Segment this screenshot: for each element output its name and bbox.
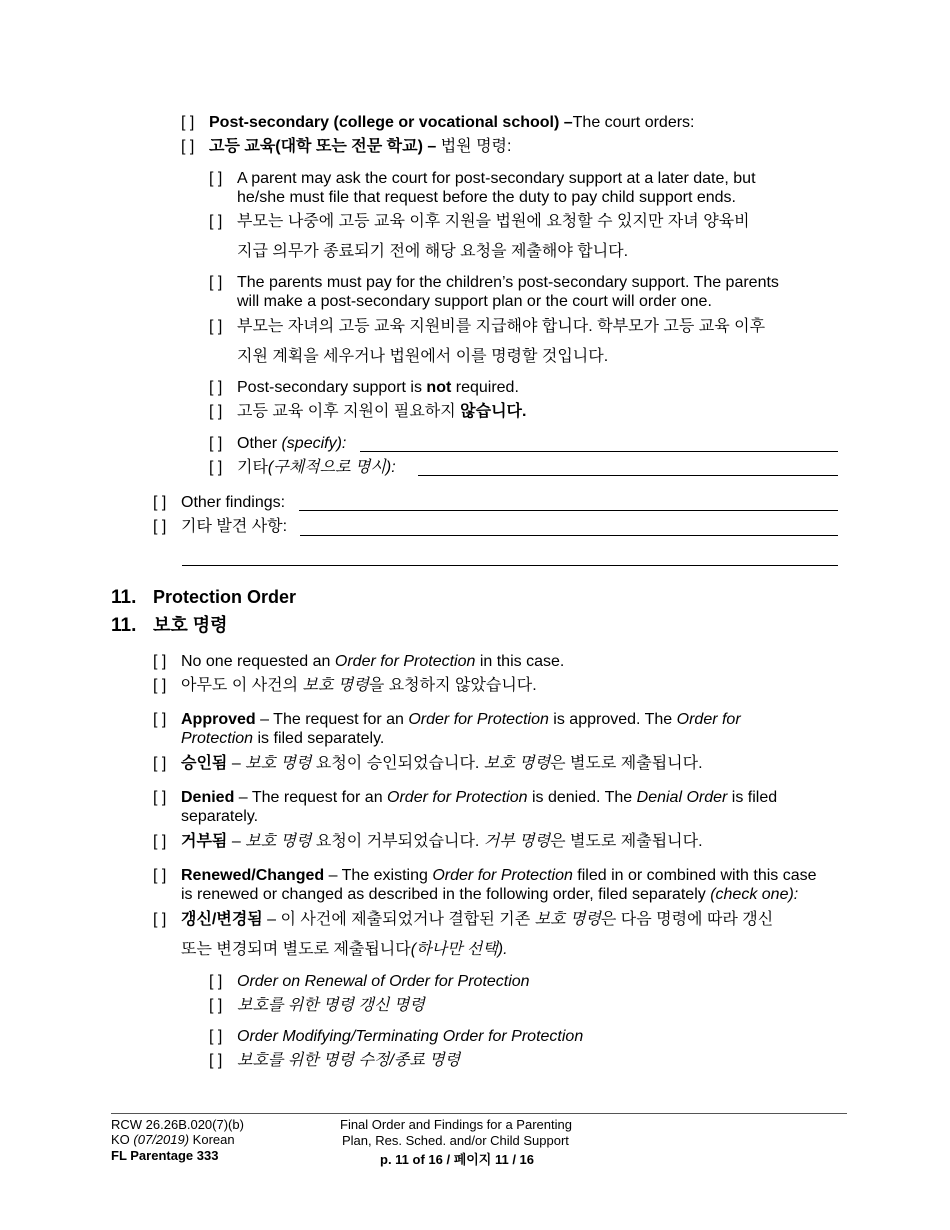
renewed-en xyxy=(153,866,817,885)
text-italic: Order for Protection xyxy=(432,867,573,884)
text: 요청이 승인되었습니다. xyxy=(311,755,484,772)
checkbox[interactable]: [ ] xyxy=(209,997,223,1014)
text-italic: (specify): xyxy=(281,435,347,452)
checkbox[interactable]: [ ] xyxy=(209,1028,223,1045)
section-title-ko: 보호 명령 xyxy=(153,615,228,635)
text: Other xyxy=(237,435,282,452)
text-italic: Order on Renewal of Order for Protection xyxy=(237,973,530,990)
checkbox[interactable]: [ ] xyxy=(209,973,223,990)
post-secondary-en-heading: Post-secondary (college or vocational school) – xyxy=(209,114,573,131)
footer-rcw: RCW 26.26B.020(7)(b) xyxy=(111,1117,244,1132)
checkbox[interactable]: [ ] xyxy=(153,518,167,535)
text: – The request for an xyxy=(255,711,409,728)
renewed-en-line2 xyxy=(181,885,798,904)
section-11-heading-ko xyxy=(111,614,228,637)
text: required. xyxy=(451,379,519,396)
post-secondary-ko-row xyxy=(181,137,511,156)
none-requested-ko xyxy=(153,676,537,695)
text: 은 다음 명령에 따라 갱신 xyxy=(600,911,774,928)
text: is renewed or changed as described in the following order, filed separately xyxy=(181,886,711,903)
text-italic: 보호 명령 xyxy=(483,755,551,772)
other-findings-label: Other findings: xyxy=(181,494,286,511)
text: filed in or combined with this case xyxy=(572,867,817,884)
option-later-ko-line1: 부모는 나중에 고등 교육 이후 지원을 법원에 요청할 수 있지만 자녀 양육비 xyxy=(237,213,750,230)
checkbox[interactable]: [ ] xyxy=(209,459,223,476)
section-number: 11. xyxy=(111,587,137,608)
checkbox[interactable]: [ ] xyxy=(209,403,223,420)
option-later-en-line2: he/she must file that request before the duty to pay child support ends. xyxy=(237,189,736,206)
text-italic: Order Modifying/Terminating Order for Protection xyxy=(237,1028,584,1045)
footer-title-line1: Final Order and Findings for a Parenting xyxy=(340,1117,572,1132)
option-must-ko-line1: 부모는 자녀의 고등 교육 지원비를 지급해야 합니다. 학부모가 고등 교육 이후 xyxy=(237,318,766,335)
text-italic: Order for Protection xyxy=(334,653,476,670)
text: 은 별도로 제출됩니다. xyxy=(550,833,703,850)
sub-modify-en xyxy=(209,1027,583,1046)
post-secondary-ko-text: 법원 명령: xyxy=(436,138,512,155)
checkbox[interactable]: [ ] xyxy=(153,867,167,884)
post-secondary-ko-heading: 고등 교육(대학 또는 전문 학교) – xyxy=(209,138,437,155)
sub-modify-ko xyxy=(209,1051,460,1070)
other-findings-en xyxy=(153,493,285,512)
footer-title-line2: Plan, Res. Sched. and/or Child Support xyxy=(342,1133,569,1148)
option-later-en-line1: A parent may ask the court for post-secondary support at a later date, but xyxy=(237,170,756,187)
section-11-heading-en xyxy=(111,586,296,609)
checkbox[interactable]: [ ] xyxy=(181,114,195,131)
text: – The request for an xyxy=(234,789,388,806)
text: KO xyxy=(111,1132,134,1147)
option-later-ko xyxy=(209,212,750,231)
text-bold: 거부됨 xyxy=(181,833,228,850)
text-italic: 보호 명령 xyxy=(245,833,312,850)
text: 을 요청하지 않았습니다. xyxy=(368,677,537,694)
renewed-ko xyxy=(153,910,773,929)
text-italic: 거부 명령 xyxy=(483,833,551,850)
checkbox[interactable]: [ ] xyxy=(209,435,223,452)
post-secondary-en-row xyxy=(181,113,694,132)
text-bold: not xyxy=(426,379,452,396)
text-italic: Denial Order xyxy=(636,789,728,806)
text-bold: Renewed/Changed xyxy=(181,867,325,884)
text-bold: 갱신/변경됨 xyxy=(181,911,263,928)
post-secondary-en-text: The court orders: xyxy=(572,114,695,131)
text: is filed xyxy=(727,789,778,806)
sub-renewal-ko xyxy=(209,996,425,1015)
text: Korean xyxy=(189,1132,235,1147)
checkbox[interactable]: [ ] xyxy=(181,138,195,155)
text-italic: Protection xyxy=(181,730,254,747)
checkbox[interactable]: [ ] xyxy=(153,711,167,728)
text-italic: Order for Protection xyxy=(387,789,528,806)
renewed-ko-line2 xyxy=(181,940,508,959)
text-bold: Approved xyxy=(181,711,256,728)
other-findings-ko-field[interactable] xyxy=(300,535,838,536)
checkbox[interactable]: [ ] xyxy=(209,318,223,335)
checkbox[interactable]: [ ] xyxy=(153,789,167,806)
text-italic: 보호 명령 xyxy=(245,755,312,772)
checkbox[interactable]: [ ] xyxy=(209,213,223,230)
checkbox[interactable]: [ ] xyxy=(153,677,167,694)
option-must-ko xyxy=(209,317,765,336)
checkbox[interactable]: [ ] xyxy=(209,170,223,187)
checkbox[interactable]: [ ] xyxy=(209,379,223,396)
checkbox[interactable]: [ ] xyxy=(209,1052,223,1069)
text-italic: (하나만 선택). xyxy=(410,941,508,958)
option-must-en-line2: will make a post-secondary support plan or the court will order one. xyxy=(237,293,712,310)
approved-ko xyxy=(153,754,703,773)
text-italic: Order for Protection xyxy=(408,711,549,728)
option-must-en-line1: The parents must pay for the children’s post-secondary support. The parents xyxy=(237,274,779,291)
text: 요청이 거부되었습니다. xyxy=(311,833,484,850)
text-italic: 보호를 위한 명령 수정/종료 명령 xyxy=(237,1052,461,1069)
option-later-en xyxy=(209,169,756,188)
footer-divider xyxy=(111,1113,847,1114)
text-italic: 보호 명령 xyxy=(302,677,369,694)
text-italic: (check one): xyxy=(710,886,799,903)
text: No one requested an xyxy=(181,653,335,670)
checkbox[interactable]: [ ] xyxy=(209,274,223,291)
other-specify-ko-field[interactable] xyxy=(418,475,838,476)
text: – The existing xyxy=(324,867,433,884)
text-bold: Denied xyxy=(181,789,235,806)
approved-en-line2 xyxy=(181,729,384,748)
none-requested-en xyxy=(153,652,564,671)
text-italic: (구체적으로 명시): xyxy=(267,459,396,476)
option-must-en xyxy=(209,273,779,292)
denied-en xyxy=(153,788,777,807)
option-must-ko-line2: 지원 계획을 세우거나 법원에서 이를 명령할 것입니다. xyxy=(237,348,609,365)
text: – 이 사건에 제출되었거나 결합된 기존 xyxy=(262,911,535,928)
checkbox[interactable]: [ ] xyxy=(153,833,167,850)
text-italic: (07/2019) xyxy=(133,1132,190,1147)
text: 고등 교육 이후 지원이 필요하지 xyxy=(237,403,461,420)
text: 또는 변경되며 별도로 제출됩니다 xyxy=(181,941,411,958)
section-number: 11. xyxy=(111,615,137,636)
text: Post-secondary support is xyxy=(237,379,427,396)
checkbox[interactable]: [ ] xyxy=(153,911,167,928)
checkbox[interactable]: [ ] xyxy=(153,653,167,670)
checkbox[interactable]: [ ] xyxy=(153,494,167,511)
other-findings-en-field[interactable] xyxy=(299,510,838,511)
text-italic: 보호를 위한 명령 갱신 명령 xyxy=(237,997,425,1014)
text: – xyxy=(227,833,246,850)
other-findings-ko-label: 기타 발견 사항: xyxy=(181,518,288,535)
text: – xyxy=(227,755,246,772)
text-italic: 보호 명령 xyxy=(534,911,601,928)
text: is filed separately. xyxy=(253,730,385,747)
sub-renewal-en xyxy=(209,972,530,991)
text: in this case. xyxy=(475,653,565,670)
section-title: Protection Order xyxy=(153,587,297,607)
denied-en-line2: separately. xyxy=(181,808,259,825)
option-other-en xyxy=(209,434,346,453)
other-findings-extra-field[interactable] xyxy=(182,565,838,566)
option-later-ko-line2: 지급 의무가 종료되기 전에 해당 요청을 제출해야 합니다. xyxy=(237,243,629,260)
other-findings-ko xyxy=(153,517,287,536)
text-bold: 승인됨 xyxy=(181,755,228,772)
text-italic: Order for xyxy=(676,711,741,728)
footer-language xyxy=(111,1132,235,1148)
text-bold: 않습니다. xyxy=(460,403,527,420)
other-specify-en-field[interactable] xyxy=(360,451,838,452)
checkbox[interactable]: [ ] xyxy=(153,755,167,772)
footer-form-number: FL Parentage 333 xyxy=(111,1148,219,1163)
option-notreq-ko xyxy=(209,402,526,421)
approved-en xyxy=(153,710,741,729)
text: 아무도 이 사건의 xyxy=(181,677,303,694)
text: is approved. The xyxy=(548,711,677,728)
text: 은 별도로 제출됩니다. xyxy=(550,755,703,772)
footer-page-number: p. 11 of 16 / 페이지 11 / 16 xyxy=(380,1152,535,1167)
option-notreq-en xyxy=(209,378,519,397)
text: is denied. The xyxy=(527,789,637,806)
denied-ko xyxy=(153,832,703,851)
option-other-ko xyxy=(209,458,396,477)
text: 기타 xyxy=(237,459,268,476)
